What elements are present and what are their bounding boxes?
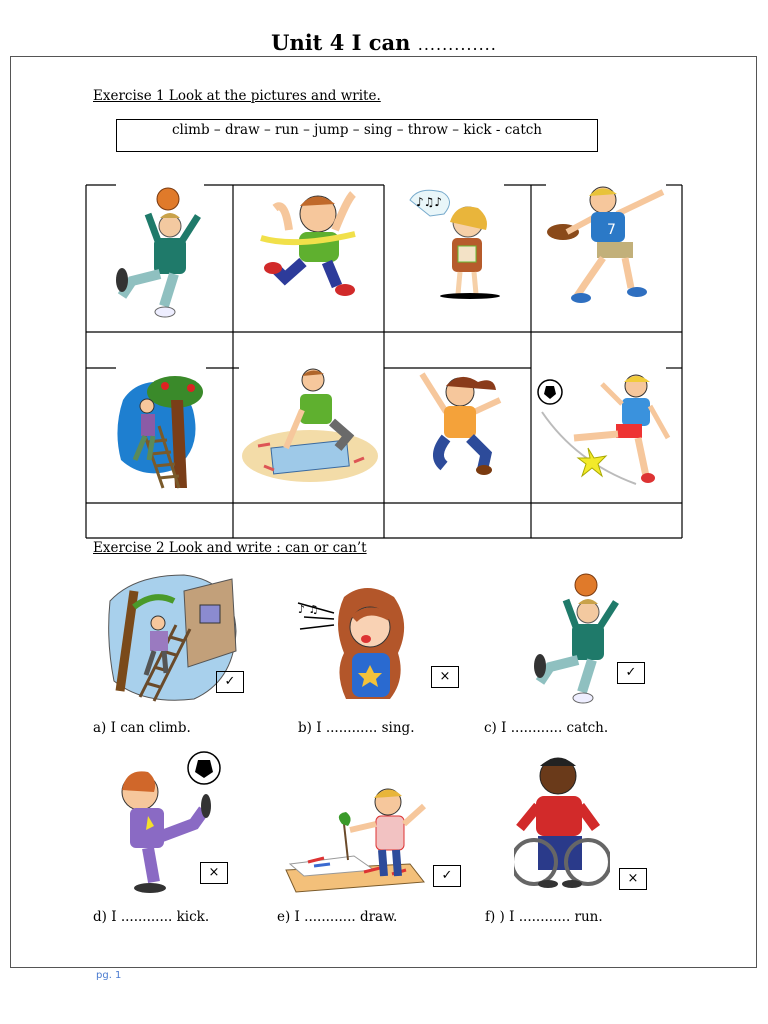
catch-boy-picture <box>532 572 622 707</box>
title-dots: ............. <box>417 35 497 54</box>
word-bank: climb – draw – run – jump – sing – throw – kick - catch <box>116 119 598 152</box>
draw-boy-picture <box>284 784 434 896</box>
check-box-f: × <box>619 868 647 890</box>
svg-text:♪ ♫: ♪ ♫ <box>298 603 319 616</box>
check-box-d: × <box>200 862 228 884</box>
wheelchair-boy-picture <box>514 750 610 890</box>
title-text: Unit 4 I can <box>271 30 411 55</box>
page-number: pg. 1 <box>96 970 122 981</box>
sing-girl-picture <box>294 583 414 703</box>
run-picture <box>255 186 365 301</box>
kick-picture <box>536 372 678 490</box>
throw-picture <box>545 184 670 309</box>
draw-picture <box>238 366 380 486</box>
exercise2-title: Exercise 2 Look and write : can or can’t <box>93 540 367 556</box>
svg-text:7: 7 <box>607 222 616 238</box>
check-box-a: ✓ <box>216 671 244 693</box>
sentence-c[interactable]: c) I ............ catch. <box>484 720 609 736</box>
climb-tree-picture <box>113 370 208 490</box>
check-box-e: ✓ <box>433 865 461 887</box>
svg-text:♪♫♪: ♪♫♪ <box>416 195 443 209</box>
exercise1-title: Exercise 1 Look at the pictures and write. <box>93 88 381 104</box>
check-box-b: × <box>431 666 459 688</box>
sentence-b[interactable]: b) I ............ sing. <box>298 720 415 736</box>
sentence-f[interactable]: f) ) I ............ run. <box>485 909 603 925</box>
jump-picture <box>412 370 507 480</box>
sing-picture <box>408 186 508 304</box>
sentence-a: a) I can climb. <box>93 720 191 736</box>
sentence-d[interactable]: d) I ............ kick. <box>93 909 210 925</box>
sentence-e[interactable]: e) I ............ draw. <box>277 909 398 925</box>
check-box-c: ✓ <box>617 662 645 684</box>
catch-picture <box>110 186 210 321</box>
